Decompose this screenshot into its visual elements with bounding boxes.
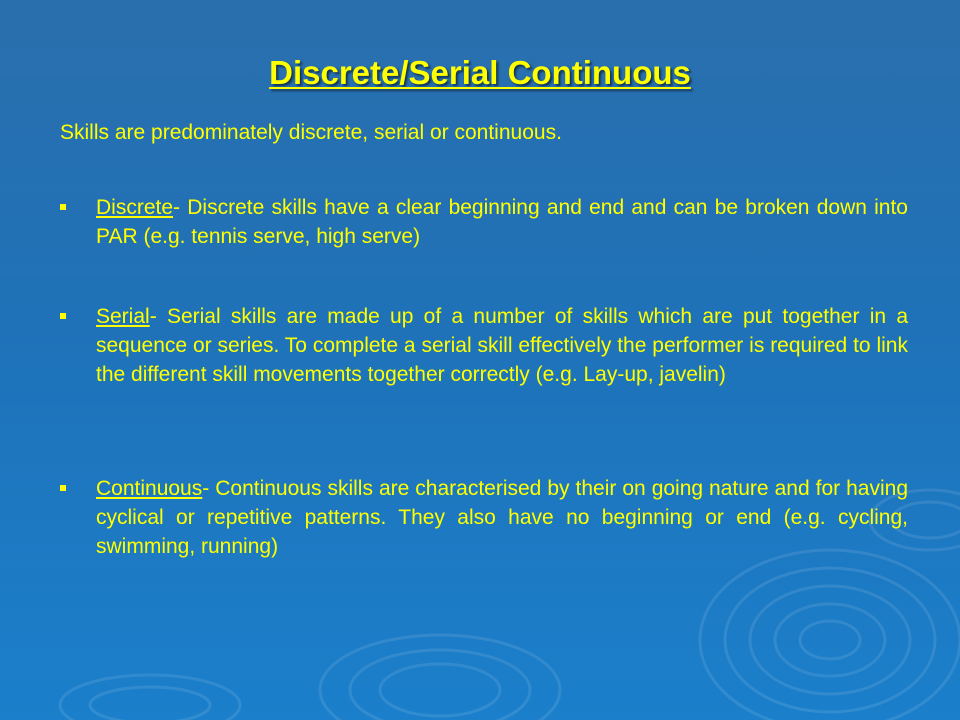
bullet-term: Serial	[96, 305, 150, 328]
bullet-term: Discrete	[96, 196, 174, 219]
bullet-text: - Discrete skills have a clear beginning and end and can be broken down into PAR (e.g. tennis serve, high serve)	[96, 196, 908, 248]
bullet-term: Continuous	[96, 477, 203, 500]
bullet-marker-icon	[60, 313, 66, 319]
bullet-marker-icon	[60, 485, 66, 491]
bullet-marker-icon	[60, 204, 66, 210]
bullet-discrete	[60, 193, 908, 251]
slide-title: Discrete/Serial Continuous	[269, 54, 691, 91]
intro-text: Skills are predominately discrete, serial or continuous.	[60, 121, 562, 144]
bullet-text: - Serial skills are made up of a number of skills which are put together in a sequence or series. To complete a serial skill effectively the performer is required to link the different skill movements together correctly (e.g. Lay-up, javelin)	[96, 305, 908, 386]
bullet-continuous	[60, 474, 908, 561]
bullet-text: - Continuous skills are characterised by their on going nature and for having cyclical or repetitive patterns. They also have no beginning or end (e.g. cycling, swimming, running)	[96, 477, 908, 558]
bullet-serial	[60, 302, 908, 389]
